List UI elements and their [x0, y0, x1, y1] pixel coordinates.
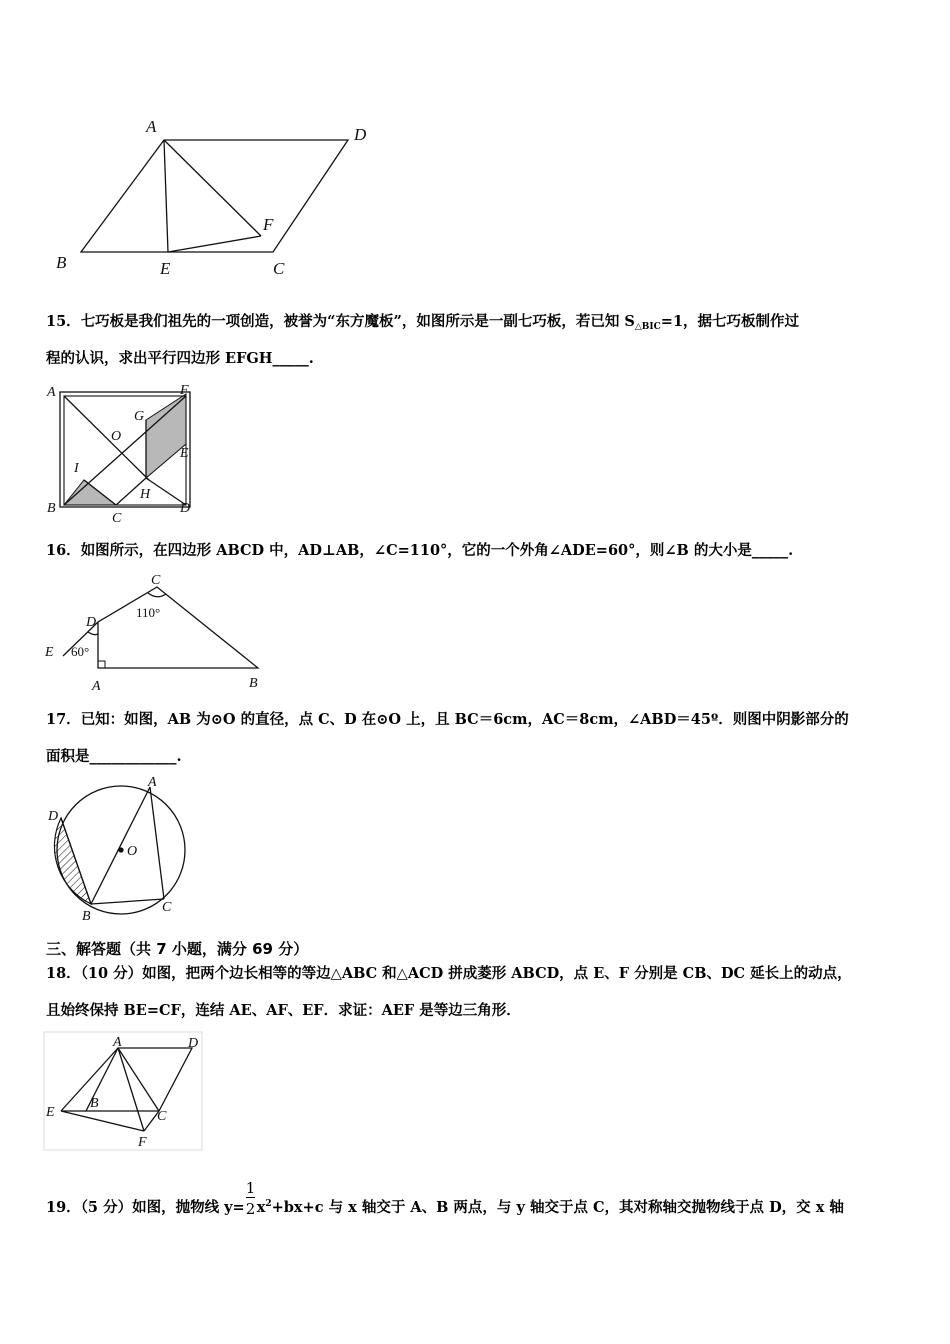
label-b: B — [47, 501, 56, 516]
label-a: A — [146, 117, 157, 136]
problem-text: （10 分）如图，把两个边长相等的等边△ABC 和△ACD 拼成菱形 ABCD，点 E、F 分别是 CB、DC 延长上的动点， — [80, 965, 852, 982]
label-b: B — [56, 253, 67, 272]
label-b: B — [90, 1096, 99, 1111]
problem-text-cont: +bx+c 与 x 轴交于 A、B 两点，与 y 轴交于点 C，其对称轴交抛物线于点 D，交 x 轴 — [271, 1199, 844, 1216]
problem-number: 16． — [46, 542, 81, 559]
label-f: F — [180, 383, 189, 398]
problem-17 — [46, 710, 916, 730]
label-o: O — [127, 844, 138, 859]
problem-text: （5 分）如图，抛物线 y= — [80, 1199, 245, 1216]
label-a: A — [113, 1035, 122, 1050]
diagonal-ac — [118, 1048, 159, 1111]
problem-text: 面积是 — [46, 748, 90, 765]
label-g: G — [134, 409, 145, 424]
angle-c-arc — [148, 593, 166, 597]
circle-figure — [44, 772, 194, 922]
label-d: D — [188, 1036, 199, 1051]
section-heading: 三、解答题（共 7 小题，满分 69 分） — [46, 940, 309, 958]
figure-border — [44, 1032, 202, 1150]
shaded-triangle-bic — [64, 480, 116, 505]
problem-16 — [46, 541, 916, 561]
problem-18-line2 — [46, 1001, 916, 1021]
answer-blank: ____________ — [89, 748, 177, 765]
right-angle-mark — [98, 661, 105, 668]
angle-c-value: 110° — [136, 605, 161, 620]
label-c: C — [151, 573, 161, 588]
label-o: O — [111, 429, 122, 444]
problem-text-cont: =1，据七巧板制作过 — [660, 313, 800, 330]
label-d: D — [48, 809, 59, 824]
label-c: C — [157, 1109, 167, 1124]
label-a: A — [148, 775, 157, 790]
problem-text: 且始终保持 BE=CF，连结 AE、AF、EF．求证：AEF 是等边三角形． — [46, 1002, 521, 1019]
period: . — [308, 350, 314, 367]
label-a: A — [47, 385, 56, 400]
problem-17-line2 — [46, 747, 916, 767]
parallelogram-abcd — [81, 140, 348, 252]
diameter-ab — [91, 787, 150, 904]
angle-d-arc — [88, 632, 98, 635]
segment-ae — [164, 140, 168, 252]
label-f: F — [263, 215, 274, 234]
problem-number: 19． — [46, 1199, 81, 1216]
problem-number: 17． — [46, 711, 81, 728]
problem-15 — [46, 312, 916, 337]
label-i: I — [74, 461, 79, 476]
label-d: D — [180, 501, 191, 516]
problem-text: 程的认识，求出平行四边形 EFGH — [46, 350, 273, 367]
exponent: 2 — [265, 1199, 272, 1209]
label-c: C — [162, 900, 172, 915]
period: . — [788, 542, 794, 559]
problem-text: 如图所示，在四边形 ABCD 中，AD⊥AB，∠C=110°，它的一个外角∠ADE=60°，则∠B 的大小是 — [80, 542, 752, 559]
problem-text: 七巧板是我们祖先的一项创造，被誉为“东方魔板”，如图所示是一副七巧板，若已知 S — [80, 313, 635, 330]
label-e: E — [180, 446, 189, 461]
rhombus-figure — [44, 1032, 209, 1157]
label-d: D — [354, 125, 367, 144]
label-e: E — [45, 645, 54, 660]
label-h: H — [140, 487, 151, 502]
fraction-bar — [246, 1197, 255, 1198]
quadrilateral-figure — [40, 570, 280, 695]
label-a: A — [92, 679, 101, 694]
label-c: C — [273, 259, 285, 278]
chord-bc — [91, 899, 164, 904]
parallelogram-figure — [50, 110, 380, 285]
fraction-numerator: 1 — [245, 1179, 256, 1197]
segment-ef — [61, 1111, 144, 1131]
label-e: E — [46, 1105, 55, 1120]
answer-blank: _____ — [751, 542, 789, 559]
center-point — [119, 848, 123, 852]
label-c: C — [112, 511, 122, 526]
problem-19 — [46, 1179, 916, 1218]
label-d: D — [86, 615, 97, 630]
chord-ac — [150, 787, 164, 899]
quadrilateral-abcd — [98, 587, 258, 668]
tangram-figure — [44, 380, 204, 525]
period: . — [176, 748, 182, 765]
label-b: B — [249, 676, 258, 691]
fraction-denominator: 2 — [245, 1200, 256, 1218]
problem-15-line2 — [46, 349, 916, 369]
answer-blank: _____ — [272, 350, 309, 367]
label-f: F — [138, 1135, 147, 1150]
shaded-parallelogram-efgh — [146, 394, 186, 478]
segment-ef — [168, 236, 261, 252]
problem-number: 18． — [46, 965, 81, 982]
problem-number: 15． — [46, 313, 81, 330]
label-e: E — [160, 259, 171, 278]
problem-18 — [46, 964, 916, 984]
segment-af — [164, 140, 261, 236]
label-b: B — [82, 909, 91, 924]
segment-af — [118, 1048, 144, 1131]
variable-x: x — [256, 1199, 266, 1216]
angle-d-value: 60° — [71, 644, 90, 659]
problem-text: 已知：如图，AB 为⊙O 的直径，点 C、D 在⊙O 上，且 BC＝6cm，AC＝8cm，∠ABD＝45º．则图中阴影部分的 — [80, 711, 849, 728]
subscript: △BIC — [634, 322, 661, 332]
